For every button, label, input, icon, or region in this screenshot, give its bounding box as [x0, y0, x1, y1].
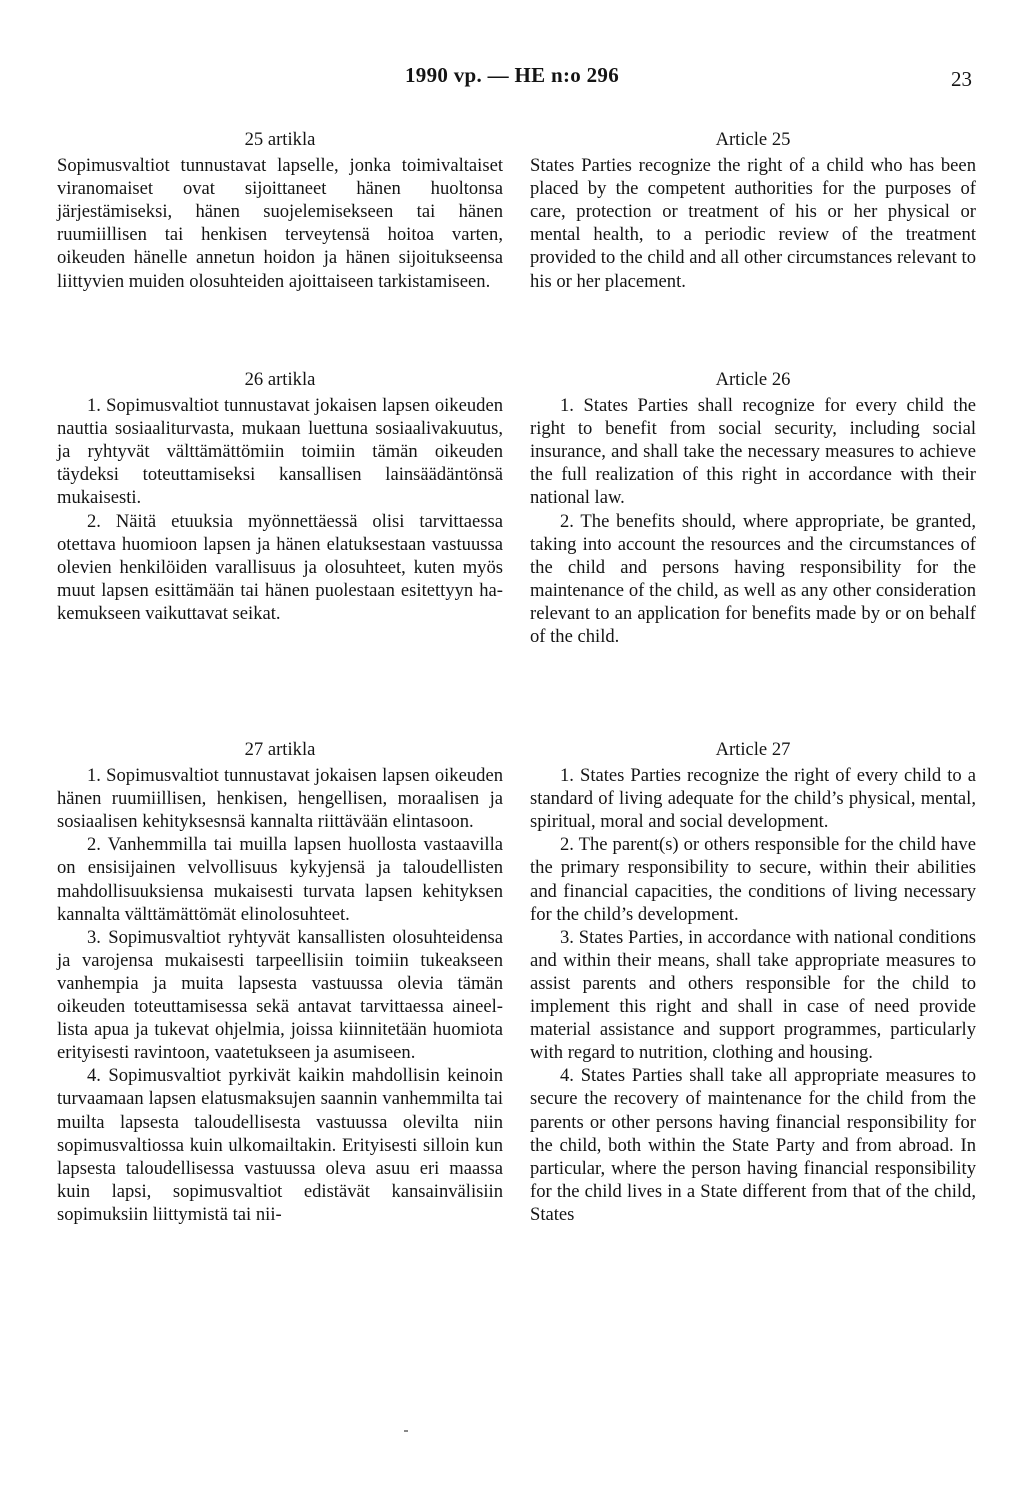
- article-paragraph: 2. Vanhemmilla tai muilla lapsen huollosta vastaavilla on ensisijainen velvollisuus kykyjensä ja taloudellisten mahdollisuuksiensa mukaisesti turvata lapsen kehityksen kannalta välttämättömät elinolosuhteet.: [57, 834, 503, 925]
- article-title: Article 27: [715, 739, 791, 760]
- article-paragraph: 1. States Parties recognize the right of every child to a standard of living adequate for the child’s physical, mental, spiritual, moral and social development.: [530, 765, 976, 833]
- running-head: 1990 vp. — HE n:o 296: [405, 63, 619, 87]
- english-article-27: [530, 738, 976, 1226]
- article-title: Article 25: [715, 129, 791, 150]
- article-paragraph: 3. States Parties, in accordance with national conditions and within their means, shall take appropriate measures to assist parents and others responsible for the child to implement this right and shall in case of need provide material assistance and support programmes, particularly with regard to nutrition, clothing and housing.: [530, 926, 976, 1064]
- article-paragraph: 3. Sopimusvaltiot ryhtyvät kansallisten olosuhteidensa ja varojensa mukaisesti tarpeellisiin toimiin tukeakseen vanhempia ja muita lapsesta vastuussa olevia tämän oikeuden toteuttamisessa sekä antavat tarvittaessa aineellista apua ja tukevat ohjelmia, joissa kiinnitetään huomiota erityisesti ravintoon, vaatetukseen ja asumiseen.: [57, 926, 503, 1064]
- english-article-26: [530, 368, 976, 648]
- article-paragraph: 4. States Parties shall take all appropriate measures to secure the recovery of maintenance for the child from the parents or other persons having financial responsibility for the child, both within the State Party and from abroad. In particular, where the person having financial responsibility for the child lives in a State different from that of the child, States: [530, 1065, 976, 1225]
- article-title: Article 26: [715, 369, 791, 390]
- article-paragraph: 2. The parent(s) or others responsible for the child have the primary responsibility to secure, within their abilities and financial capacities, the conditions of living necessary for the child’s development.: [530, 834, 976, 925]
- article-paragraph: 4. Sopimusvaltiot pyrkivät kaikin mahdollisin keinoin turvaamaan lapsen elatusmaksujen saannin vanhemmilta tai muilta lapsesta taloudellisesta vastuussa olevilta niin sopimusvaltiossa kuin ulkomailtakin. Erityisesti silloin kun lapsesta taloudellisessa vastuussa oleva asuu eri maassa kuin lapsi, sopimusvaltiot edistävät kansainvälisiin sopimuksiin liittymistä tai nii-: [57, 1065, 503, 1225]
- article-title: 27 artikla: [244, 739, 316, 760]
- article-paragraph: Sopimusvaltiot tunnustavat lapselle, jonka toimivaltaiset viranomaiset ovat sijoittaneet hänen huoltonsa järjestämiseksi, hänen suojelemisekseen tai hänen ruumiillisen tai henkisen terveytensä hoitoa varten, oikeuden hänelle annetun hoidon ja hänen sijoitukseensa liittyvien muiden olosuhteiden ajoittaiseen tarkistamiseen.: [57, 155, 503, 292]
- article-title: 26 artikla: [244, 369, 316, 390]
- finnish-article-25: [57, 128, 503, 293]
- article-title: 25 artikla: [244, 129, 316, 150]
- article-paragraph: States Parties recognize the right of a child who has been placed by the competent authorities for the purposes of care, protection or treatment of his or her physical or mental health, to a periodic review of the treatment provided to the child and all other circumstances relevant to his or her placement.: [530, 155, 976, 292]
- finnish-article-27: [57, 738, 503, 1226]
- article-paragraph: 1. Sopimusvaltiot tunnustavat jokaisen lapsen oikeuden hänen ruumiillisen, henkisen, hengellisen, moraalisen ja sosiaalisen kehityksesnsä kannalta riittävään elintasoon.: [57, 765, 503, 833]
- article-paragraph: 1. Sopimusvaltiot tunnustavat jokaisen lapsen oikeuden nauttia sosiaaliturvasta, mukaan luettuna sosiaalivakuutus, ja ryhtyvät välttämättömiin toimiin tämän oikeuden täydeksi toteuttamiseksi kansallisen lainsäädäntönsä mukaisesti.: [57, 395, 503, 509]
- finnish-article-26: [57, 368, 503, 625]
- page-number: 23: [951, 67, 972, 91]
- scan-speck: [404, 1430, 408, 1432]
- article-paragraph: 2. The benefits should, where appropriate, be granted, taking into account the resources and the circumstances of the child and persons having responsibility for the maintenance of the child, as well as any other consideration relevant to an application for benefits made by or on behalf of the child.: [530, 510, 976, 648]
- page-header: [0, 63, 1024, 93]
- article-paragraph: 2. Näitä etuuksia myönnettäessä olisi tarvittaessa otettava huomioon lapsen ja hänen elatuksestaan vastuussa olevien henkilöiden varallisuus ja olosuhteet, kuten myös muut lapsen esittämään tai hänen puolestaan esitettyyn hakemukseen vaikuttavat seikat.: [57, 510, 503, 624]
- english-article-25: [530, 128, 976, 293]
- article-paragraph: 1. States Parties shall recognize for every child the right to benefit from social security, including social insurance, and shall take the necessary measures to achieve the full realization of this right in accordance with their national law.: [530, 395, 976, 509]
